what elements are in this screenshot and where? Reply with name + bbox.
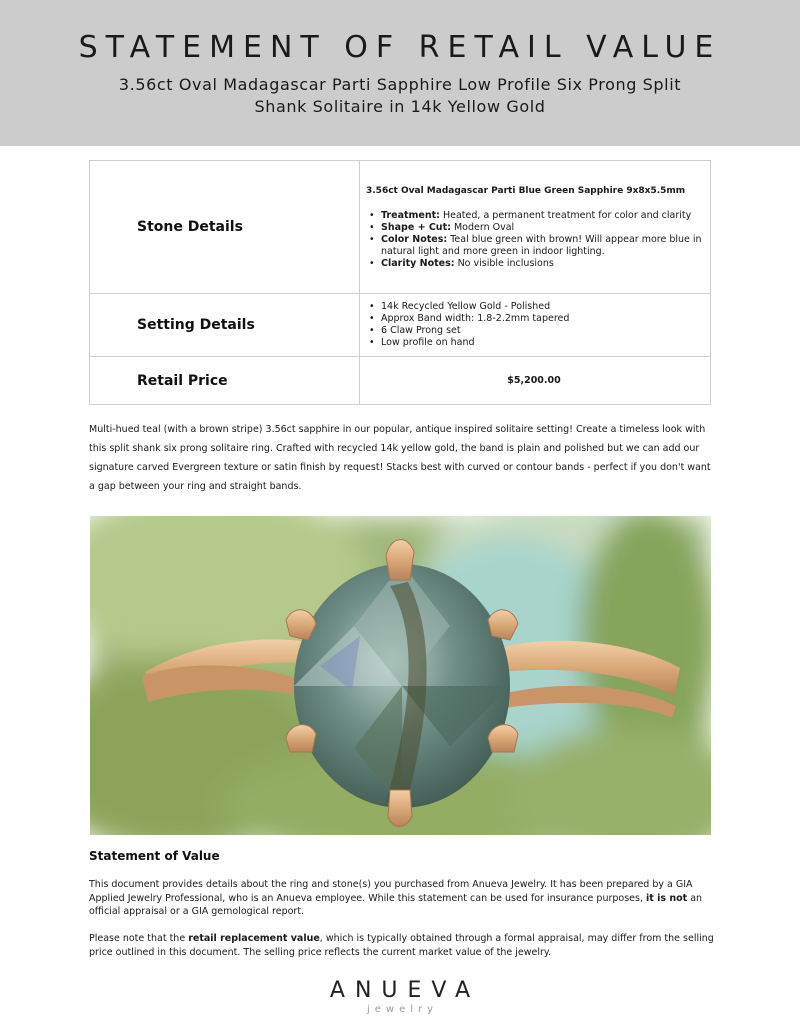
ring-photo	[90, 516, 711, 835]
list-item: • Approx Band width: 1.8-2.2mm tapered	[366, 313, 702, 325]
setting-details-row	[90, 294, 711, 357]
stone-details-value	[360, 161, 711, 294]
stone-detail-text: No visible inclusions	[457, 257, 554, 269]
list-item: • Low profile on hand	[366, 337, 702, 349]
anueva-logo	[300, 978, 500, 1016]
ring-photo-illustration	[90, 516, 711, 835]
setting-details-list	[366, 301, 702, 349]
stone-detail-key: Color Notes:	[381, 233, 448, 245]
statement-text: This document provides details about the ring and stone(s) you purchased from Anueva Jewelry. It has been prepared by a GIA Applied Jewelry Professional, who is an Anueva employee. While this statement can be used for insurance purposes,	[89, 879, 693, 904]
stone-details-label: Stone Details	[90, 161, 360, 294]
list-item	[366, 210, 702, 222]
stone-detail-text: Teal blue green with brown! Will appear more blue in natural light and more green in indoor lighting.	[381, 233, 702, 257]
list-item: • 14k Recycled Yellow Gold - Polished	[366, 301, 702, 313]
stone-detail-key: Shape + Cut:	[381, 221, 451, 233]
stone-detail-key: Treatment:	[381, 209, 440, 221]
logo-subtitle: jewelry	[366, 1004, 439, 1015]
setting-details-label: Setting Details	[90, 294, 360, 357]
list-item	[366, 258, 702, 270]
sapphire-stone	[294, 564, 510, 808]
list-item	[366, 234, 702, 258]
retail-price-value: $5,200.00	[360, 357, 711, 405]
statement-emphasis: retail replacement value	[188, 933, 320, 944]
statement-paragraph-2	[89, 932, 715, 959]
statement-heading: Statement of Value	[89, 849, 220, 863]
product-description: Multi-hued teal (with a brown stripe) 3.56ct sapphire in our popular, antique inspired solitaire setting! Create a timeless look with this split shank six prong solitaire ring. Crafted with recycled 14k yellow gold, the band is plain and polished but we can add our signature carved Evergreen texture or satin finish by request! Stacks best with curved or contour bands - perfect if you don't want a gap between your ring and straight bands.	[89, 424, 711, 492]
header-banner	[0, 0, 800, 146]
statement-text: , which is typically obtained through a formal appraisal, may differ from the selling price outlined in this document. The selling price reflects the current market value of the jewelry.	[89, 933, 714, 958]
list-item: • 6 Claw Prong set	[366, 325, 702, 337]
stone-title: 3.56ct Oval Madagascar Parti Blue Green Sapphire 9x8x5.5mm	[366, 185, 686, 196]
statement-emphasis: it is not	[646, 892, 688, 904]
stone-detail-text: Heated, a permanent treatment for color and clarity	[443, 209, 692, 221]
setting-details-value	[360, 294, 711, 357]
stone-detail-text: Modern Oval	[453, 221, 515, 233]
statement-text: Please note that the	[89, 933, 189, 944]
retail-price-row	[90, 357, 711, 405]
statement-text: an official appraisal or a GIA gemological report.	[89, 892, 703, 917]
list-item	[366, 222, 702, 234]
stone-detail-key: Clarity Notes:	[381, 257, 455, 269]
stone-details-row	[90, 161, 711, 294]
logo-wordmark: ANUEVA	[329, 978, 481, 1003]
statement-paragraph-1	[89, 878, 715, 919]
document-title: STATEMENT OF RETAIL VALUE	[78, 30, 722, 65]
retail-price-label: Retail Price	[90, 357, 360, 405]
stone-details-list	[366, 210, 702, 270]
details-table	[89, 160, 711, 405]
product-subtitle: 3.56ct Oval Madagascar Parti Sapphire Low Profile Six Prong Split Shank Solitaire in 14k Yellow Gold	[118, 75, 682, 116]
